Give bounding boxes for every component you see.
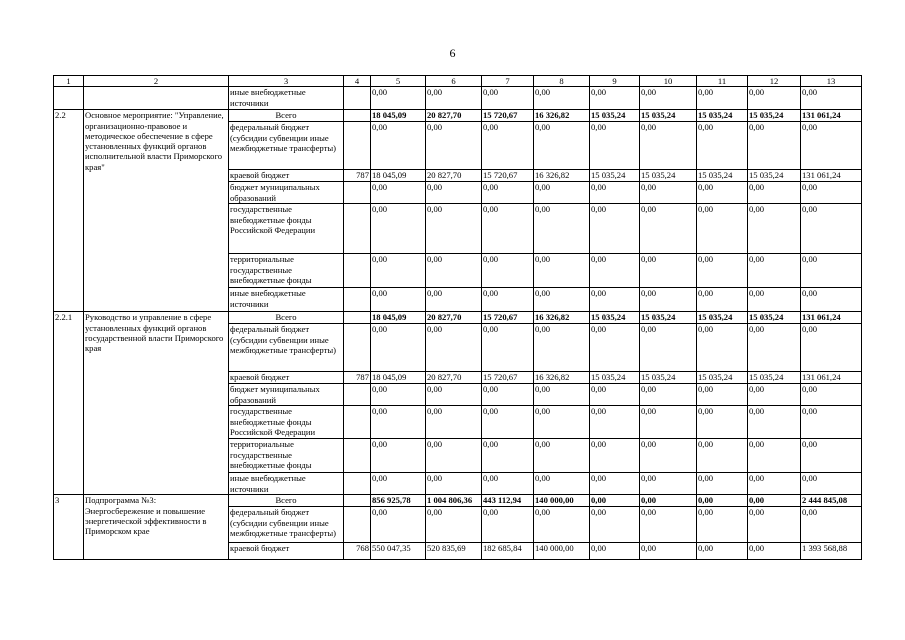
amount-cell: 0,00 [801,182,862,204]
budget-code-cell [344,495,371,507]
funding-source-cell: Всего [229,495,344,507]
amount-cell: 0,00 [426,254,482,288]
amount-cell: 16 326,82 [534,110,590,122]
amount-cell: 0,00 [697,507,748,543]
amount-cell: 0,00 [697,406,748,439]
amount-cell: 0,00 [697,543,748,560]
amount-cell: 0,00 [534,254,590,288]
amount-cell: 0,00 [534,288,590,312]
amount-cell: 0,00 [697,254,748,288]
amount-cell: 0,00 [482,439,534,473]
budget-code-cell [344,87,371,110]
amount-cell: 0,00 [801,324,862,372]
budget-code-cell [344,507,371,543]
budget-code-cell [344,324,371,372]
funding-source-cell: федеральный бюджет (субсидии субвенции иные межбюджетные трансферты) [229,507,344,543]
amount-cell: 0,00 [697,495,748,507]
amount-cell: 15 720,67 [482,372,534,384]
amount-cell: 0,00 [371,473,426,495]
column-header: 5 [371,76,426,87]
amount-cell: 0,00 [640,406,697,439]
amount-cell: 131 061,24 [801,312,862,324]
table-row [54,87,862,110]
funding-source-cell: иные внебюджетные источники [229,473,344,495]
amount-cell: 20 827,70 [426,170,482,182]
column-header: 8 [534,76,590,87]
amount-cell: 0,00 [534,384,590,406]
amount-cell: 0,00 [482,87,534,110]
amount-cell: 140 000,00 [534,543,590,560]
table-row [54,495,862,507]
amount-cell: 0,00 [590,543,640,560]
amount-cell: 0,00 [748,439,801,473]
amount-cell: 0,00 [534,439,590,473]
budget-code-cell: 787 [344,170,371,182]
amount-cell: 520 835,69 [426,543,482,560]
amount-cell: 0,00 [801,204,862,254]
amount-cell: 0,00 [482,406,534,439]
amount-cell: 0,00 [482,122,534,170]
amount-cell: 0,00 [482,254,534,288]
amount-cell: 0,00 [801,507,862,543]
amount-cell: 131 061,24 [801,110,862,122]
funding-source-cell: государственные внебюджетные фонды Российской Федерации [229,204,344,254]
amount-cell: 0,00 [640,495,697,507]
amount-cell: 182 685,84 [482,543,534,560]
amount-cell: 15 720,67 [482,312,534,324]
amount-cell: 0,00 [426,204,482,254]
amount-cell: 0,00 [801,406,862,439]
funding-source-cell: краевой бюджет [229,372,344,384]
amount-cell: 0,00 [590,406,640,439]
column-header: 9 [590,76,640,87]
budget-code-cell [344,288,371,312]
amount-cell: 15 035,24 [640,372,697,384]
amount-cell: 0,00 [590,473,640,495]
amount-cell: 0,00 [801,288,862,312]
amount-cell: 15 035,24 [640,170,697,182]
amount-cell: 0,00 [426,122,482,170]
amount-cell: 0,00 [748,182,801,204]
amount-cell: 443 112,94 [482,495,534,507]
budget-code-cell [344,110,371,122]
amount-cell: 20 827,70 [426,110,482,122]
budget-code-cell [344,406,371,439]
amount-cell: 0,00 [590,288,640,312]
amount-cell: 0,00 [426,384,482,406]
amount-cell: 0,00 [801,384,862,406]
header-row [54,76,862,87]
amount-cell: 0,00 [640,439,697,473]
amount-cell: 550 047,35 [371,543,426,560]
amount-cell: 0,00 [640,254,697,288]
funding-source-cell: иные внебюджетные источники [229,288,344,312]
amount-cell: 0,00 [640,204,697,254]
budget-code-cell [344,182,371,204]
amount-cell: 0,00 [534,182,590,204]
page-number: 6 [449,46,456,60]
amount-cell: 0,00 [534,507,590,543]
amount-cell: 0,00 [748,473,801,495]
amount-cell: 15 035,24 [590,312,640,324]
funding-source-cell: краевой бюджет [229,170,344,182]
amount-cell: 0,00 [640,543,697,560]
amount-cell: 0,00 [534,473,590,495]
amount-cell: 0,00 [371,324,426,372]
amount-cell: 0,00 [748,204,801,254]
column-header: 3 [229,76,344,87]
budget-code-cell [344,473,371,495]
amount-cell: 0,00 [640,324,697,372]
amount-cell: 0,00 [371,122,426,170]
table-body [54,76,862,560]
budget-code-cell [344,122,371,170]
column-header: 13 [801,76,862,87]
amount-cell: 0,00 [534,87,590,110]
funding-source-cell: территориальные государственные внебюджетные фонды [229,254,344,288]
row-number-cell: 2.2 [54,110,84,312]
amount-cell: 15 035,24 [697,312,748,324]
row-number-cell [54,87,84,110]
amount-cell: 15 035,24 [748,372,801,384]
amount-cell: 131 061,24 [801,170,862,182]
amount-cell: 0,00 [640,182,697,204]
amount-cell: 15 035,24 [748,170,801,182]
amount-cell: 0,00 [697,324,748,372]
amount-cell: 0,00 [590,87,640,110]
row-name-cell: Руководство и управление в сфере установленных функций органов государственной власти Приморского края [84,312,229,495]
amount-cell: 15 035,24 [590,170,640,182]
amount-cell: 0,00 [590,439,640,473]
amount-cell: 0,00 [590,507,640,543]
amount-cell: 0,00 [748,87,801,110]
amount-cell: 0,00 [801,122,862,170]
amount-cell: 0,00 [748,288,801,312]
funding-source-cell: иные внебюджетные источники [229,87,344,110]
amount-cell: 0,00 [371,87,426,110]
amount-cell: 0,00 [590,182,640,204]
amount-cell: 0,00 [371,288,426,312]
amount-cell: 0,00 [426,406,482,439]
amount-cell: 0,00 [748,406,801,439]
budget-code-cell [344,312,371,324]
amount-cell: 0,00 [426,473,482,495]
amount-cell: 0,00 [534,204,590,254]
amount-cell: 0,00 [590,384,640,406]
amount-cell: 0,00 [482,182,534,204]
amount-cell: 15 720,67 [482,170,534,182]
column-header: 7 [482,76,534,87]
budget-code-cell: 787 [344,372,371,384]
amount-cell: 15 035,24 [748,312,801,324]
budget-code-cell [344,384,371,406]
amount-cell: 0,00 [426,507,482,543]
amount-cell: 0,00 [590,324,640,372]
amount-cell: 0,00 [426,87,482,110]
funding-source-cell: федеральный бюджет (субсидии субвенции иные межбюджетные трансферты) [229,324,344,372]
amount-cell: 0,00 [697,384,748,406]
funding-source-cell: Всего [229,110,344,122]
amount-cell: 0,00 [482,507,534,543]
funding-source-cell: федеральный бюджет (субсидии субвенции иные межбюджетные трансферты) [229,122,344,170]
amount-cell: 0,00 [697,439,748,473]
amount-cell: 0,00 [748,507,801,543]
amount-cell: 0,00 [640,288,697,312]
row-name-cell [84,87,229,110]
row-number-cell: 2.2.1 [54,312,84,495]
amount-cell: 18 045,09 [371,110,426,122]
budget-code-cell: 768 [344,543,371,560]
amount-cell: 0,00 [697,182,748,204]
funding-source-cell: краевой бюджет [229,543,344,560]
amount-cell: 0,00 [371,384,426,406]
amount-cell: 0,00 [801,254,862,288]
amount-cell: 15 720,67 [482,110,534,122]
row-number-cell: 3 [54,495,84,560]
amount-cell: 0,00 [426,288,482,312]
amount-cell: 0,00 [748,122,801,170]
column-header: 10 [640,76,697,87]
table-row [54,110,862,122]
budget-table [53,75,862,560]
amount-cell: 18 045,09 [371,170,426,182]
amount-cell: 2 444 845,08 [801,495,862,507]
amount-cell: 0,00 [590,204,640,254]
column-header: 1 [54,76,84,87]
amount-cell: 15 035,24 [640,110,697,122]
amount-cell: 15 035,24 [697,110,748,122]
amount-cell: 0,00 [426,182,482,204]
amount-cell: 0,00 [534,406,590,439]
amount-cell: 0,00 [426,439,482,473]
amount-cell: 0,00 [748,384,801,406]
amount-cell: 0,00 [801,87,862,110]
amount-cell: 0,00 [590,495,640,507]
funding-source-cell: бюджет муниципальных образований [229,182,344,204]
amount-cell: 16 326,82 [534,372,590,384]
amount-cell: 0,00 [482,473,534,495]
amount-cell: 0,00 [371,204,426,254]
amount-cell: 15 035,24 [697,372,748,384]
amount-cell: 0,00 [748,254,801,288]
amount-cell: 0,00 [590,254,640,288]
amount-cell: 0,00 [748,324,801,372]
budget-code-cell [344,439,371,473]
funding-source-cell: Всего [229,312,344,324]
amount-cell: 15 035,24 [640,312,697,324]
column-header: 6 [426,76,482,87]
amount-cell: 15 035,24 [748,110,801,122]
amount-cell: 0,00 [801,473,862,495]
amount-cell: 131 061,24 [801,372,862,384]
amount-cell: 18 045,09 [371,372,426,384]
amount-cell: 1 393 568,88 [801,543,862,560]
amount-cell: 0,00 [697,473,748,495]
amount-cell: 0,00 [534,122,590,170]
amount-cell: 0,00 [640,507,697,543]
amount-cell: 0,00 [697,122,748,170]
amount-cell: 0,00 [371,406,426,439]
amount-cell: 0,00 [482,324,534,372]
column-header: 12 [748,76,801,87]
amount-cell: 0,00 [371,507,426,543]
budget-code-cell [344,254,371,288]
funding-source-cell: государственные внебюджетные фонды Российской Федерации [229,406,344,439]
amount-cell: 18 045,09 [371,312,426,324]
amount-cell: 0,00 [748,495,801,507]
budget-code-cell [344,204,371,254]
amount-cell: 20 827,70 [426,312,482,324]
column-header: 11 [697,76,748,87]
amount-cell: 0,00 [482,204,534,254]
table-row [54,312,862,324]
row-name-cell: Основное мероприятие: "Управление, организационно-правовое и методическое обеспечение в сфере установленных функций органов исполнительной власти Приморского края" [84,110,229,312]
amount-cell: 15 035,24 [590,372,640,384]
funding-source-cell: бюджет муниципальных образований [229,384,344,406]
amount-cell: 856 925,78 [371,495,426,507]
amount-cell: 0,00 [801,439,862,473]
row-name-cell: Подпрограмма №3: Энергосбережение и повышение энергетической эффективности в Приморском крае [84,495,229,560]
amount-cell: 0,00 [697,87,748,110]
amount-cell: 0,00 [482,384,534,406]
amount-cell: 0,00 [640,122,697,170]
amount-cell: 0,00 [640,87,697,110]
amount-cell: 20 827,70 [426,372,482,384]
amount-cell: 0,00 [534,324,590,372]
amount-cell: 15 035,24 [590,110,640,122]
funding-source-cell: территориальные государственные внебюджетные фонды [229,439,344,473]
column-header: 4 [344,76,371,87]
amount-cell: 0,00 [640,473,697,495]
amount-cell: 0,00 [640,384,697,406]
column-header: 2 [84,76,229,87]
amount-cell: 0,00 [482,288,534,312]
amount-cell: 0,00 [371,254,426,288]
amount-cell: 15 035,24 [697,170,748,182]
amount-cell: 0,00 [590,122,640,170]
amount-cell: 1 004 806,36 [426,495,482,507]
amount-cell: 0,00 [697,204,748,254]
amount-cell: 0,00 [426,324,482,372]
amount-cell: 0,00 [371,182,426,204]
amount-cell: 0,00 [748,543,801,560]
amount-cell: 16 326,82 [534,312,590,324]
amount-cell: 16 326,82 [534,170,590,182]
amount-cell: 0,00 [697,288,748,312]
amount-cell: 0,00 [371,439,426,473]
amount-cell: 140 000,00 [534,495,590,507]
